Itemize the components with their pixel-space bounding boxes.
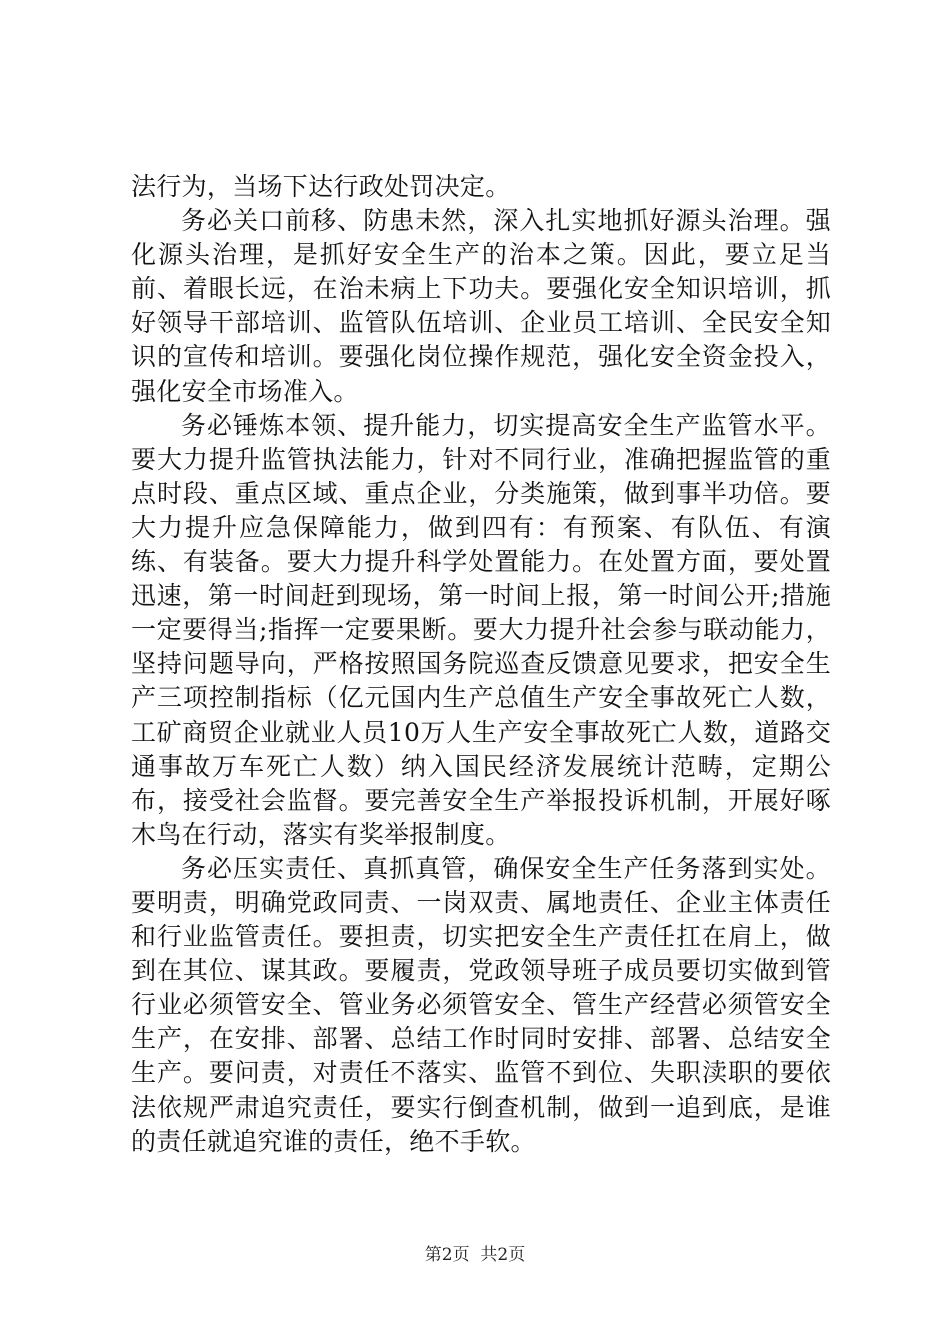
paragraph-4: 务必压实责任、真抓真管，确保安全生产任务落到实处。要明责，明确党政同责、一岗双责、属地责任、企业主体责任和行业监管责任。要担责，切实把安全生产责任扛在肩上，做到在其位、谋其政。要履责，党政领导班子成员要切实做到管行业必须管安全、管业务必须管安全、管生产经营必须管安全生产，在安排、部署、总结工作时同时安排、部署、总结安全生产。要问责，对责任不落实、监管不到位、失职渎职的要依法依规严肃追究责任，要实行倒查机制，做到一追到底，是谁的责任就追究谁的责任，绝不手软。 [131, 853, 831, 1156]
paragraph-1: 法行为，当场下达行政处罚决定。 [131, 172, 511, 201]
paragraph-2: 务必关口前移、防患未然，深入扎实地抓好源头治理。强化源头治理，是抓好安全生产的治本之策。因此，要立足当前、着眼长远，在治未病上下功夫。要强化安全知识培训，抓好领导干部培训、监管队伍培训、企业员工培训、全民安全知识的宣传和培训。要强化岗位操作规范，强化安全资金投入，强化安全市场准入。 [131, 206, 831, 406]
page-footer: 第2页 共2页 [424, 1245, 526, 1265]
document-body [131, 170, 831, 1159]
paragraph-3: 务必锤炼本领、提升能力，切实提高安全生产监管水平。要大力提升监管执法能力，针对不同行业，准确把握监管的重点时段、重点区域、重点企业，分类施策，做到事半功倍。要大力提升应急保障能力，做到四有：有预案、有队伍、有演练、有装备。要大力提升科学处置能力。在处置方面，要处置迅速，第一时间赶到现场，第一时间上报，第一时间公开;措施一定要得当;指挥一定要果断。要大力提升社会参与联动能力，坚持问题导向，严格按照国务院巡查反馈意见要求，把安全生产三项控制指标（亿元国内生产总值生产安全事故死亡人数，工矿商贸企业就业人员10万人生产安全事故死亡人数，道路交通事故万车死亡人数）纳入国民经济发展统计范畴，定期公布，接受社会监督。要完善安全生产举报投诉机制，开展好啄木鸟在行动，落实有奖举报制度。 [131, 410, 831, 849]
